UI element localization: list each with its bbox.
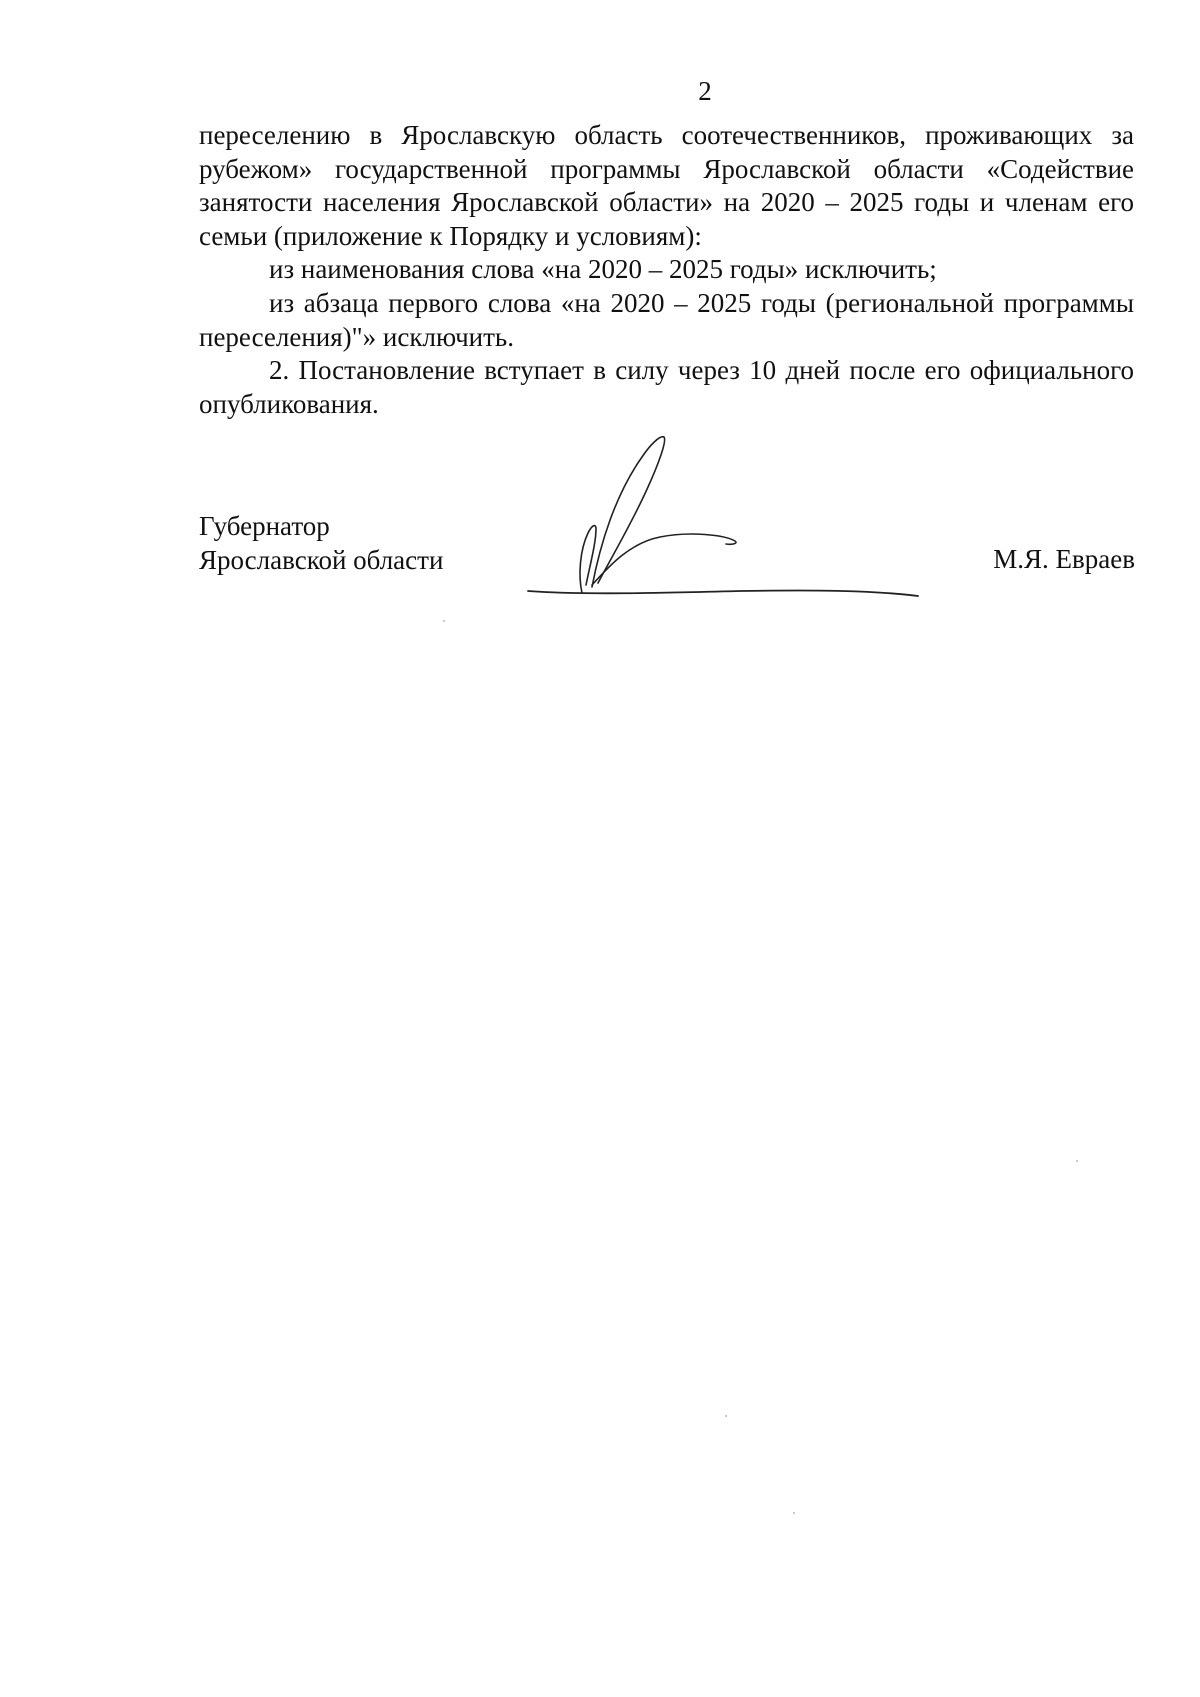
- document-body: [199, 119, 1134, 421]
- paragraph-continuation: переселению в Ярославскую область соотечественников, проживающих за рубежом» государственной программы Ярославской области «Содействие занятости населения Ярославской области» на 2020 – 2025 годы и членам его семьи (приложение к Порядку и условиям):: [199, 120, 1134, 251]
- signatory-name: М.Я. Евраев: [993, 544, 1135, 574]
- paragraph-title-amendment: из наименования слова «на 2020 – 2025 годы» исключить;: [269, 254, 937, 285]
- scan-speck: [1076, 1160, 1078, 1162]
- scan-speck: [443, 620, 445, 622]
- paragraph-effective-date: 2. Постановление вступает в силу через 10 дней после его официального опубликования.: [199, 355, 1134, 419]
- signatory-title: Губернатор: [199, 511, 330, 541]
- scan-speck: [793, 1512, 795, 1514]
- signatory-region: Ярославской области: [199, 544, 444, 575]
- scan-speck: [725, 1415, 727, 1417]
- paragraph-first-para-amendment: из абзаца первого слова «на 2020 – 2025 годы (региональной программы переселения)"» исключить.: [199, 287, 1134, 352]
- handwritten-signature: [520, 425, 930, 600]
- signatory-position: [199, 510, 443, 577]
- page-number: 2: [698, 76, 712, 106]
